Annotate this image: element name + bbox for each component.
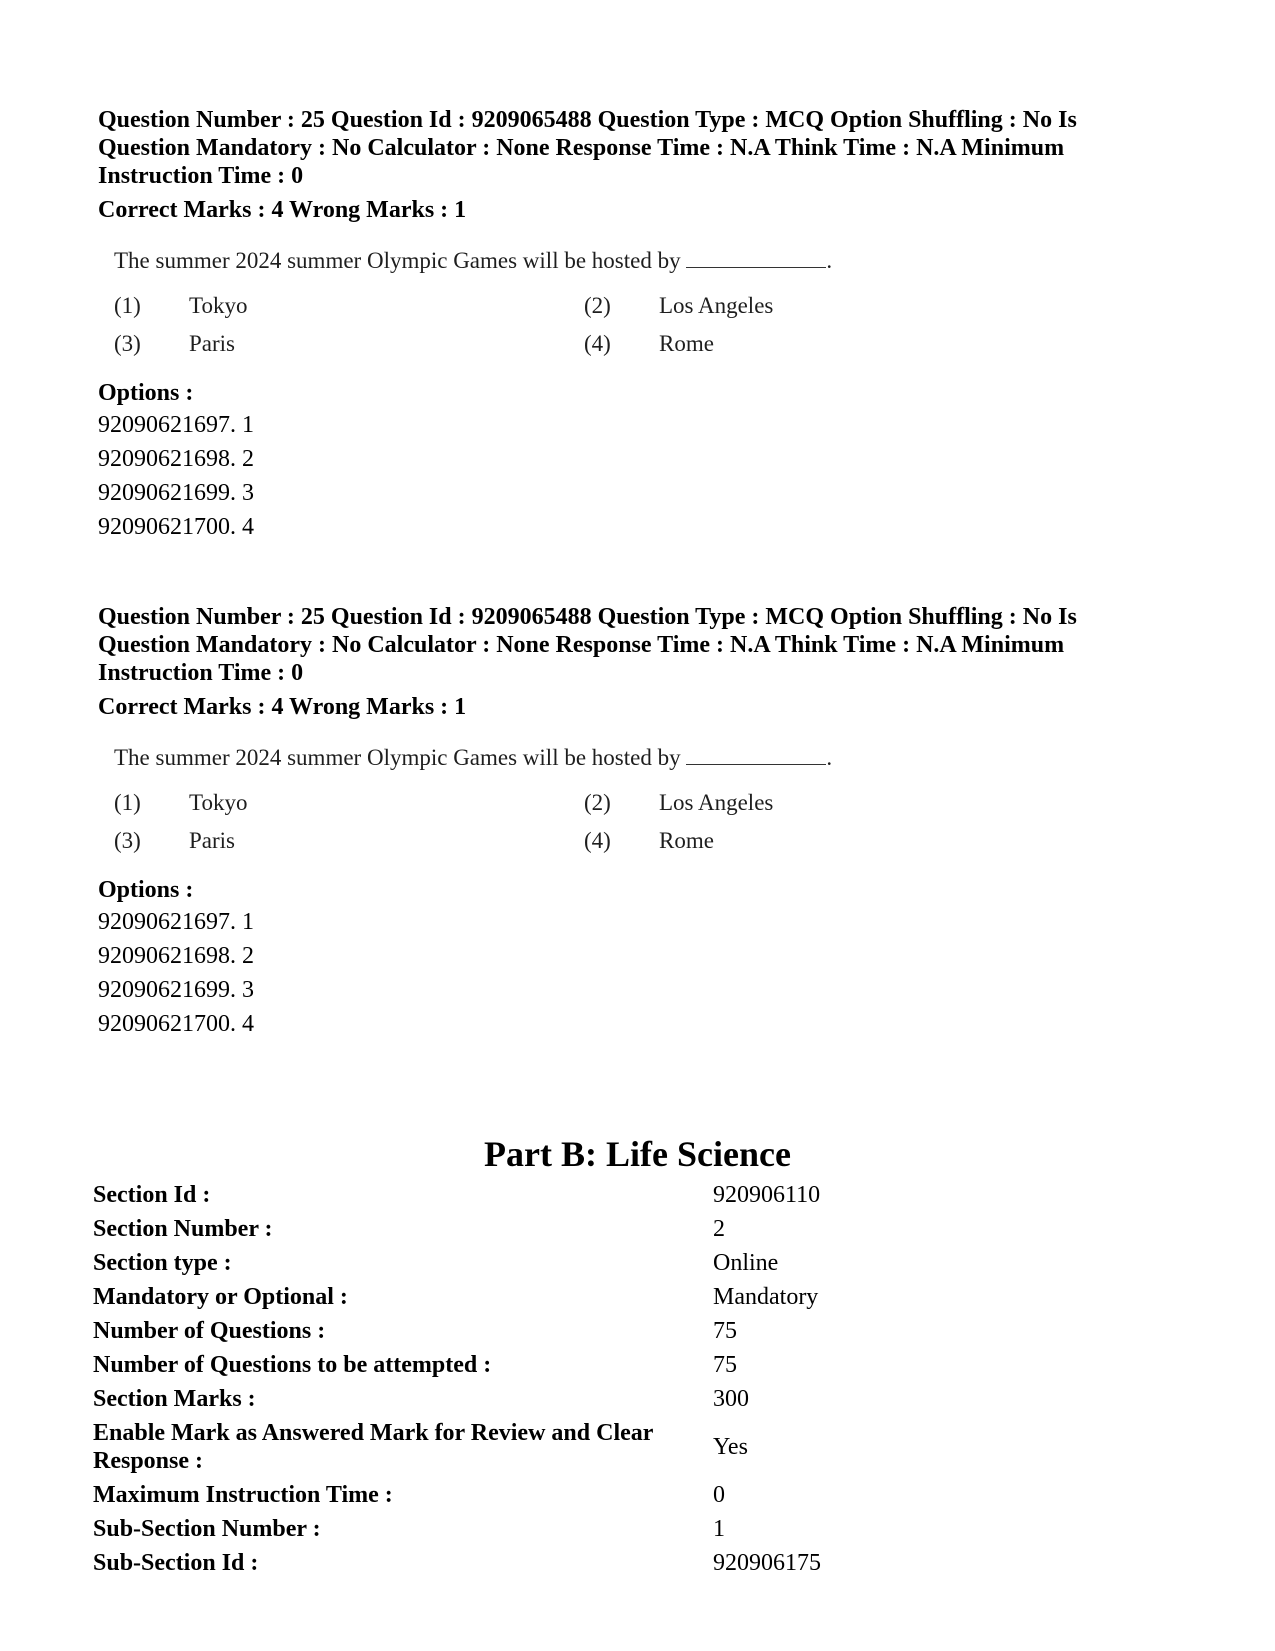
option-id-3: 92090621699. 3 bbox=[98, 480, 254, 506]
choice-3 bbox=[114, 827, 584, 855]
options-label: Options : bbox=[98, 877, 194, 903]
section-key: Number of Questions : bbox=[93, 1318, 326, 1344]
section-value: 2 bbox=[713, 1216, 725, 1242]
section-key: Sub-Section Id : bbox=[93, 1550, 259, 1576]
section-key: Section type : bbox=[93, 1250, 232, 1276]
choice-label: Paris bbox=[189, 331, 235, 356]
options-label: Options : bbox=[98, 380, 194, 406]
choice-label: Rome bbox=[659, 828, 714, 853]
question-text bbox=[114, 246, 1138, 276]
choice-grid bbox=[114, 292, 1138, 358]
choice-label: Paris bbox=[189, 828, 235, 853]
choice-1 bbox=[114, 292, 584, 320]
question-marks: Correct Marks : 4 Wrong Marks : 1 bbox=[98, 694, 467, 720]
choice-number: (3) bbox=[114, 331, 141, 356]
section-value: Mandatory bbox=[713, 1284, 819, 1310]
section-row bbox=[93, 1280, 1093, 1314]
section-value: 0 bbox=[713, 1482, 725, 1508]
section-value: 300 bbox=[713, 1386, 749, 1412]
section-row bbox=[93, 1382, 1093, 1416]
section-key: Enable Mark as Answered Mark for Review and Clear Response : bbox=[93, 1420, 653, 1474]
choice-4 bbox=[584, 330, 884, 358]
section-value: 920906110 bbox=[713, 1182, 821, 1208]
question-meta: Question Number : 25 Question Id : 9209065488 Question Type : MCQ Option Shuffling : No Is Question Mandatory : No Calculator : None Response Time : N.A Think Time : N.A Minimum Instruction Time : 0 bbox=[98, 604, 1077, 686]
question-stem-end: . bbox=[826, 248, 833, 273]
section-value: Yes bbox=[713, 1434, 748, 1460]
section-value: 75 bbox=[713, 1318, 737, 1344]
section-row bbox=[93, 1212, 1093, 1246]
question-marks: Correct Marks : 4 Wrong Marks : 1 bbox=[98, 197, 467, 223]
answer-blank bbox=[686, 744, 826, 765]
section-key: Section Marks : bbox=[93, 1386, 256, 1412]
section-key: Section Id : bbox=[93, 1182, 211, 1208]
question-block-1 bbox=[98, 106, 1138, 544]
choice-number: (2) bbox=[584, 293, 611, 318]
section-value: 75 bbox=[713, 1352, 737, 1378]
section-row bbox=[93, 1314, 1093, 1348]
choice-number: (1) bbox=[114, 790, 141, 815]
choice-1 bbox=[114, 789, 584, 817]
choice-label: Rome bbox=[659, 331, 714, 356]
answer-blank bbox=[686, 247, 826, 268]
section-value: Online bbox=[713, 1250, 779, 1276]
section-row bbox=[93, 1416, 1093, 1478]
choice-label: Los Angeles bbox=[659, 790, 774, 815]
option-id-2: 92090621698. 2 bbox=[98, 943, 254, 969]
section-key: Mandatory or Optional : bbox=[93, 1284, 348, 1310]
question-text bbox=[114, 743, 1138, 773]
question-image bbox=[114, 743, 1138, 855]
section-row bbox=[93, 1178, 1093, 1212]
option-id-3: 92090621699. 3 bbox=[98, 977, 254, 1003]
question-stem-end: . bbox=[826, 745, 833, 770]
choice-3 bbox=[114, 330, 584, 358]
question-stem: The summer 2024 summer Olympic Games will be hosted by bbox=[114, 248, 681, 273]
choice-number: (1) bbox=[114, 293, 141, 318]
option-id-1: 92090621697. 1 bbox=[98, 412, 254, 438]
choice-label: Tokyo bbox=[189, 790, 248, 815]
question-meta: Question Number : 25 Question Id : 9209065488 Question Type : MCQ Option Shuffling : No Is Question Mandatory : No Calculator : None Response Time : N.A Think Time : N.A Minimum Instruction Time : 0 bbox=[98, 107, 1077, 189]
section-row bbox=[93, 1348, 1093, 1382]
section-value: 920906175 bbox=[713, 1550, 821, 1576]
option-id-4: 92090621700. 4 bbox=[98, 514, 254, 540]
section-key: Sub-Section Number : bbox=[93, 1516, 321, 1542]
choice-number: (2) bbox=[584, 790, 611, 815]
choice-grid bbox=[114, 789, 1138, 855]
choice-2 bbox=[584, 292, 884, 320]
option-id-2: 92090621698. 2 bbox=[98, 446, 254, 472]
question-image bbox=[114, 246, 1138, 358]
choice-label: Tokyo bbox=[189, 293, 248, 318]
choice-number: (4) bbox=[584, 331, 611, 356]
section-title: Part B: Life Science bbox=[484, 1134, 791, 1174]
option-id-4: 92090621700. 4 bbox=[98, 1011, 254, 1037]
section-key: Section Number : bbox=[93, 1216, 273, 1242]
section-info-table bbox=[93, 1178, 1093, 1580]
question-block-2 bbox=[98, 603, 1138, 1041]
question-stem: The summer 2024 summer Olympic Games will be hosted by bbox=[114, 745, 681, 770]
choice-number: (4) bbox=[584, 828, 611, 853]
choice-number: (3) bbox=[114, 828, 141, 853]
section-value: 1 bbox=[713, 1516, 725, 1542]
section-key: Number of Questions to be attempted : bbox=[93, 1352, 492, 1378]
section-row bbox=[93, 1512, 1093, 1546]
choice-label: Los Angeles bbox=[659, 293, 774, 318]
option-id-1: 92090621697. 1 bbox=[98, 909, 254, 935]
section-key: Maximum Instruction Time : bbox=[93, 1482, 393, 1508]
section-row bbox=[93, 1246, 1093, 1280]
section-row bbox=[93, 1546, 1093, 1580]
section-row bbox=[93, 1478, 1093, 1512]
choice-4 bbox=[584, 827, 884, 855]
choice-2 bbox=[584, 789, 884, 817]
